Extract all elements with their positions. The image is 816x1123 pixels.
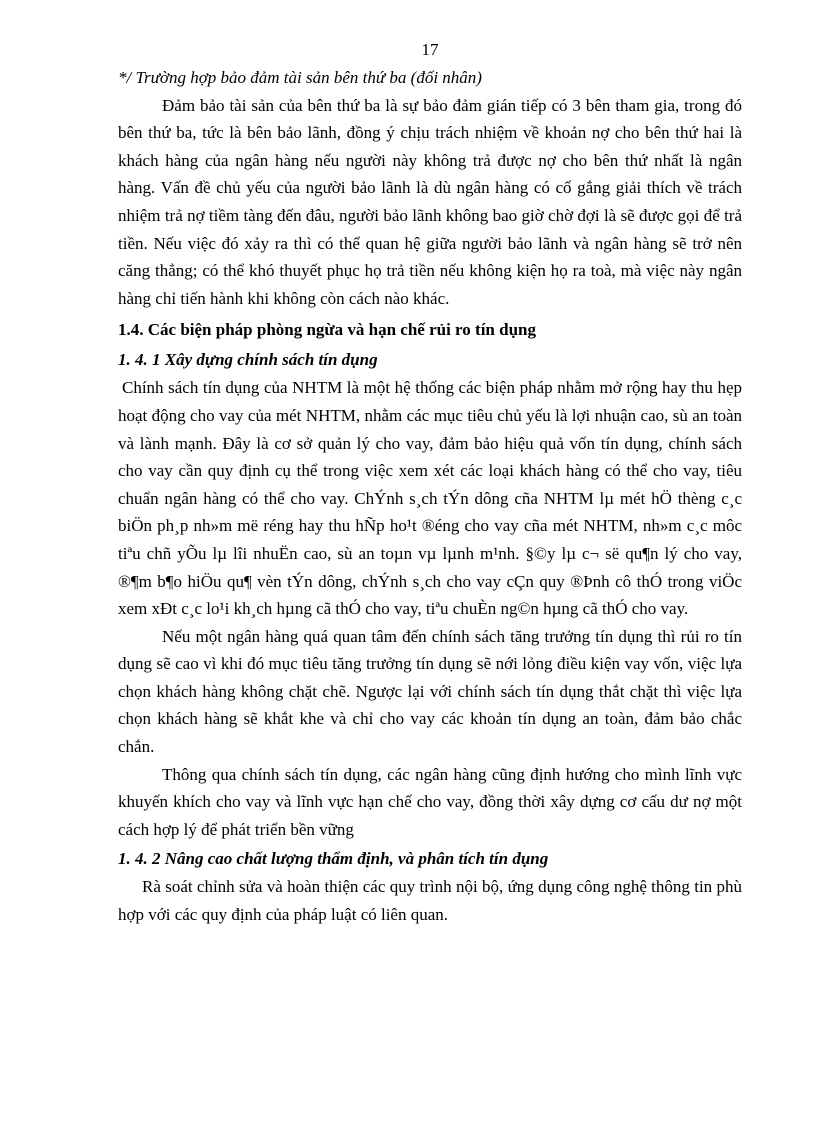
paragraph-growth-risk: Nếu một ngân hàng quá quan tâm đến chính sách tăng trưởng tín dụng thì rủi ro tín dụng sẽ cao vì khi đó mục tiêu tăng trưởng tín dụng sẽ nới lỏng điều kiện vay vốn, việc lựa chọn khách hàng không chặt chẽ. Ngược lại với chính sách tín dụng thắt chặt thì việc lựa chọn khách hàng sẽ khắt khe và chỉ cho vay các khoản tín dụng an toàn, đảm bảo chắc chắn. [118, 626, 742, 757]
page-number: 17 [421, 40, 439, 59]
paragraph-credit-policy: Chính sách tín dụng của NHTM là một hệ thống các biện pháp nhằm mở rộng hay thu hẹp hoạt động cho vay của mét NHTM, nhằm các mục tiêu chủ yếu là lợi nhuận cao, sù an toàn và lành mạnh. Đây là cơ sở quản lý cho vay, đảm bảo hiệu quả vốn tín dụng, chính sách cho vay cần quy định cụ thể trong việc xem xét các loại khách hàng có thể cho vay, tiêu chuẩn ngân hàng có thể cho vay. ChÝnh s¸ch tÝn dông cña NHTM lµ mét hÖ thèng c¸c biÖn ph¸p nh»m më réng hay thu hÑp ho¹t ®éng cho vay cña mét NHTM, nh»m c¸c môc tiªu chñ yÕu lµ lîi nhuËn cao, sù an toµn vµ lµnh m¹nh. §©y lµ c¬ së qu¶n lý cho vay, ®¶m b¶o hiÖu qu¶ vèn tÝn dông, chÝnh s¸ch cho vay cÇn quy ®Þnh cô thÓ trong viÖc xem xÐt c¸c lo¹i kh¸ch hµng cã thÓ cho vay, tiªu chuÈn ng©n hµng cã thÓ cho vay. [118, 378, 742, 619]
section-1-4-heading: 1.4. Các biện pháp phòng ngừa và hạn chế rủi ro tín dụng [118, 320, 537, 340]
section-1-4-2-heading: 1. 4. 2 Nâng cao chất lượng thẩm định, và phân tích tín dụng [118, 849, 549, 869]
document-page [118, 40, 742, 929]
paragraph-third-party: Đảm bảo tài sản của bên thứ ba là sự bảo đảm gián tiếp có 3 bên tham gia, trong đó bên thứ ba, tức là bên bảo lãnh, đồng ý chịu trách nhiệm về khoản nợ cho bên thứ hai là khách hàng của ngân hàng nếu người này không trả được nợ cho bên thứ nhất là ngân hàng. Vấn đề chủ yếu của người bảo lãnh là dù ngân hàng có cố gắng giải thích về trách nhiệm trả nợ tiềm tàng đến đâu, người bảo lãnh không bao giờ chờ đợi là sẽ được gọi để trả tiền. Nếu việc đó xảy ra thì có thể quan hệ giữa người bảo lãnh và ngân hàng sẽ trở nên căng thẳng; có thể khó thuyết phục họ trả tiền nếu không kiện họ ra toà, mà việc này ngân hàng chỉ tiến hành khi không còn cách nào khác. [118, 95, 742, 308]
section-1-4-1-heading: 1. 4. 1 Xây dựng chính sách tín dụng [118, 350, 378, 370]
paragraph-review: Rà soát chỉnh sửa và hoàn thiện các quy trình nội bộ, ứng dụng công nghệ thông tin phù hợp với các quy định của pháp luật có liên quan. [118, 877, 742, 925]
third-party-heading: */ Trường hợp bảo đảm tài sản bên thứ ba (đối nhân) [118, 68, 482, 87]
paragraph-orientation: Thông qua chính sách tín dụng, các ngân hàng cũng định hướng cho mình lĩnh vực khuyến khích cho vay và lĩnh vực hạn chế cho vay, đồng thời xây dựng cơ cấu dư nợ một cách hợp lý để phát triển bền vững [118, 764, 742, 839]
